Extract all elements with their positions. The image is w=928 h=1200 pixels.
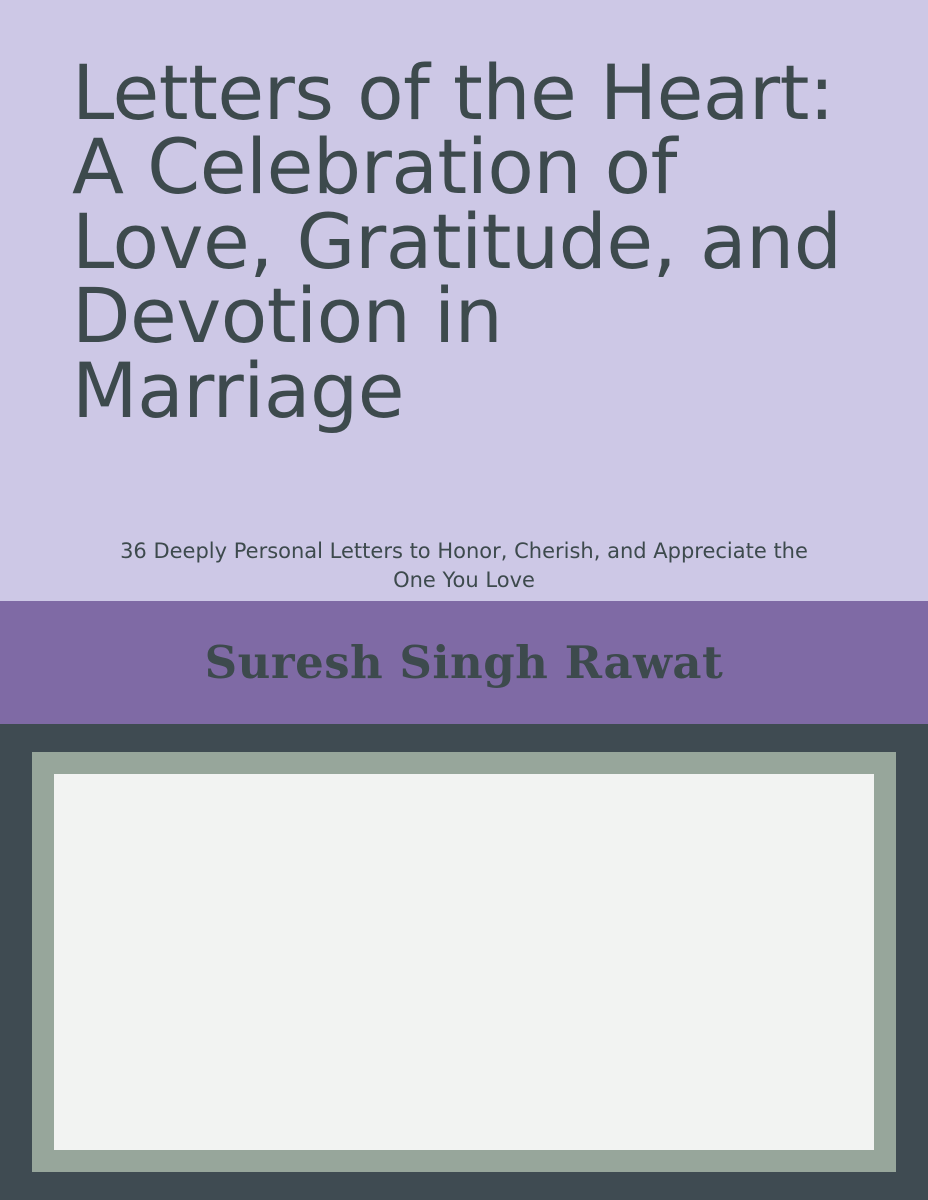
cover-image-band bbox=[0, 724, 928, 1200]
cover-image-frame bbox=[32, 752, 896, 1172]
book-title: Letters of the Heart: A Celebration of Love, Gratitude, and Devotion in Marriage bbox=[72, 48, 842, 435]
subtitle-container bbox=[72, 537, 856, 601]
author-name: Suresh Singh Rawat bbox=[204, 636, 724, 689]
book-subtitle: 36 Deeply Personal Letters to Honor, Cherish, and Appreciate the One You Love bbox=[120, 539, 808, 593]
author-band bbox=[0, 601, 928, 724]
cover-image-placeholder bbox=[54, 774, 874, 1150]
